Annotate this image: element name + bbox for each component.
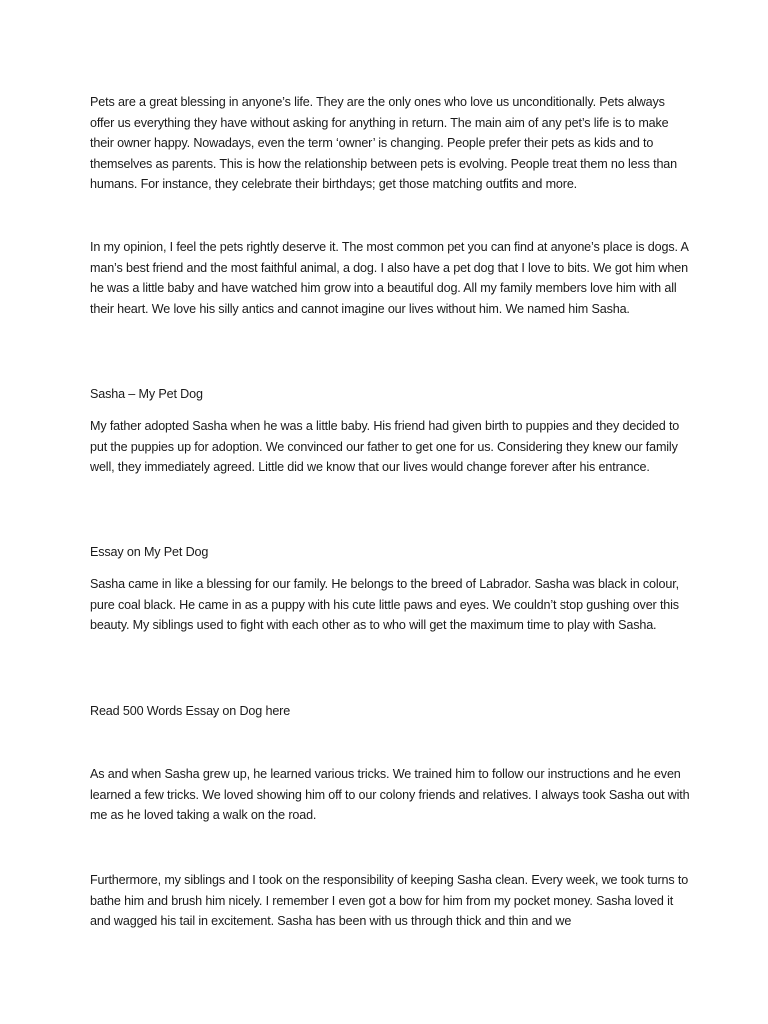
heading-sasha-my-pet-dog: Sasha – My Pet Dog [90,387,203,401]
paragraph-adoption: My father adopted Sasha when he was a little baby. His friend had given birth to puppies and they decided to put the puppies up for adoption. We convinced our father to get one for us. Considering they knew our family well, they immediately agreed. Little did we know that our lives would change forever after his entrance. [90,419,680,474]
paragraph-blessing: Sasha came in like a blessing for our family. He belongs to the breed of Labrador. Sasha was black in colour, pure coal black. He came in as a puppy with his cute little paws and eyes. We couldn’t stop gushing over this beauty. My siblings used to fight with each other as to who will get the maximum time to play with Sasha. [90,577,679,632]
paragraph-responsibility: Furthermore, my siblings and I took on the responsibility of keeping Sasha clean. Every week, we took turns to bathe him and brush him nicely. I remember I even got a bow for him from my pocket money. Sasha loved it and wagged his tail in excitement. Sasha has been with us through thick and thin and we [90,873,689,928]
paragraph-tricks: As and when Sasha grew up, he learned various tricks. We trained him to follow our instructions and he even learned a few tricks. We loved showing him off to our colony friends and relatives. I always took Sasha out with me as he loved taking a walk on the road. [90,767,690,822]
link-read-500-words-essay: Read 500 Words Essay on Dog here [90,704,291,718]
paragraph-opinion: In my opinion, I feel the pets rightly deserve it. The most common pet you can find at anyone’s place is dogs. A man’s best friend and the most faithful animal, a dog. I also have a pet dog that I love to bits. We got him when he was a little baby and have watched him grow into a beautiful dog. All my family members love him with all their heart. We love his silly antics and cannot imagine our lives without him. We named him Sasha. [90,240,689,316]
paragraph-intro: Pets are a great blessing in anyone’s life. They are the only ones who love us unconditionally. Pets always offer us everything they have without asking for anything in return. The main aim of any pet’s life is to make their owner happy. Nowadays, even the term ‘owner’ is changing. People prefer their pets as kids and to themselves as parents. This is how the relationship between pets is evolving. People treat them no less than humans. For instance, they celebrate their birthdays; get those matching outfits and more. [90,95,678,191]
heading-essay-on-my-pet-dog: Essay on My Pet Dog [90,545,209,559]
